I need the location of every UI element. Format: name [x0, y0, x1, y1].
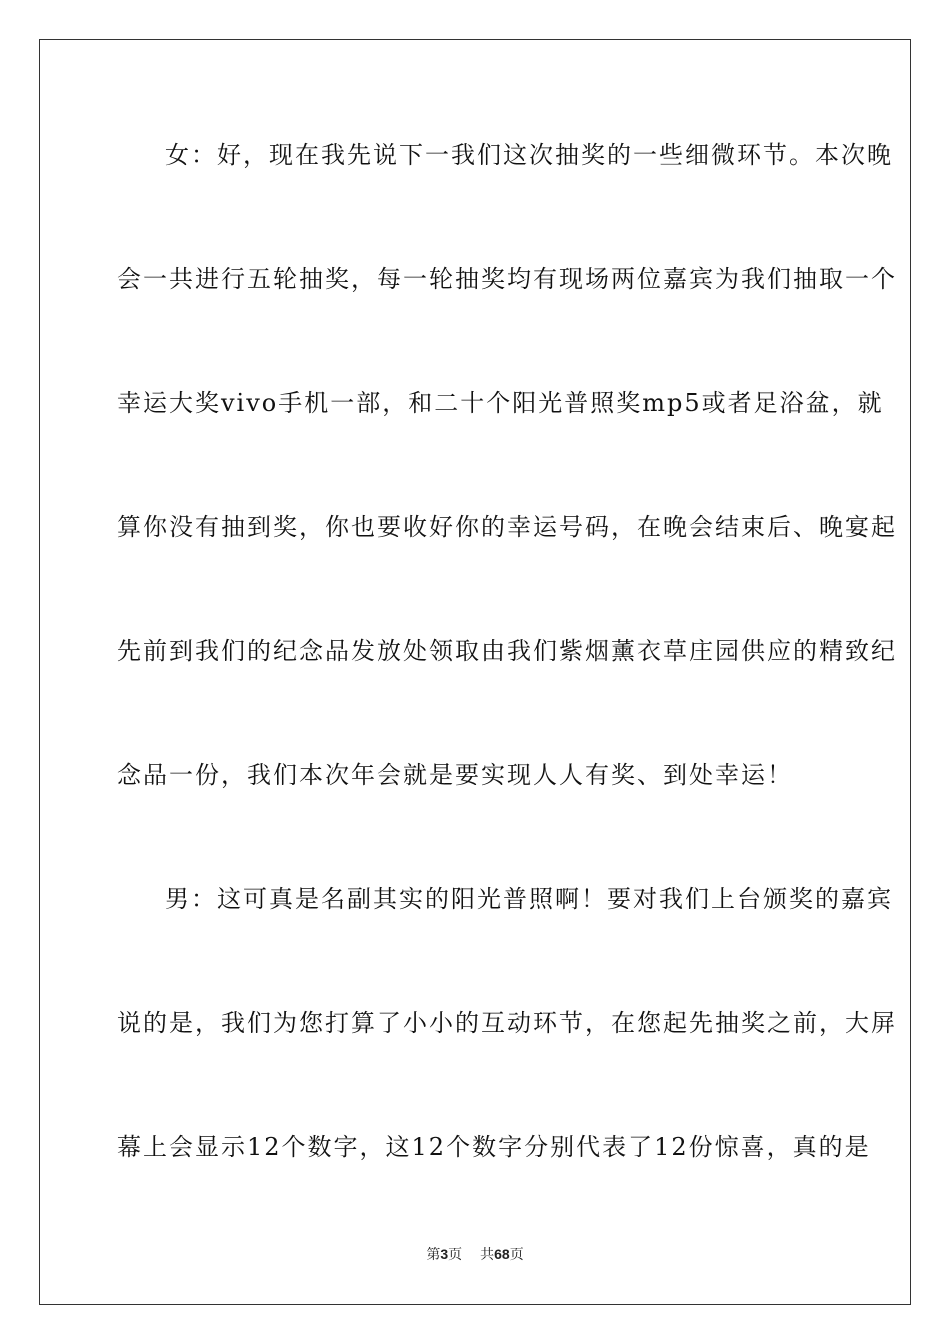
- page-prefix: 第: [426, 1247, 441, 1263]
- paragraph-1-line-3: 幸运大奖vivo手机一部，和二十个阳光普照奖mp5或者足浴盆，就: [117, 389, 884, 417]
- page-footer: [0, 1244, 950, 1264]
- total-prefix: 共: [480, 1247, 495, 1263]
- paragraph-2-line-1: 男：这可真是名副其实的阳光普照啊！要对我们上台颁奖的嘉宾: [165, 885, 893, 913]
- total-suffix: 页: [509, 1247, 524, 1263]
- page-suffix: 页: [448, 1247, 463, 1263]
- paragraph-1-line-4: 算你没有抽到奖，你也要收好你的幸运号码，在晚会结束后、晚宴起: [117, 513, 897, 541]
- document-body: [117, 124, 897, 1178]
- paragraph-1-line-1: 女：好，现在我先说下一我们这次抽奖的一些细微环节。本次晚: [165, 141, 893, 169]
- page-number: 3: [440, 1246, 449, 1262]
- paragraph-1-line-2: 会一共进行五轮抽奖，每一轮抽奖均有现场两位嘉宾为我们抽取一个: [117, 265, 897, 293]
- paragraph-1-line-5: 先前到我们的纪念品发放处领取由我们紫烟薰衣草庄园供应的精致纪: [117, 637, 897, 665]
- paragraph-2-line-3: 幕上会显示12个数字，这12个数字分别代表了12份惊喜，真的是: [117, 1133, 871, 1161]
- paragraph-1-line-6: 念品一份，我们本次年会就是要实现人人有奖、到处幸运！: [117, 761, 793, 789]
- paragraph-2-line-2: 说的是，我们为您打算了小小的互动环节，在您起先抽奖之前，大屏: [117, 1009, 897, 1037]
- total-pages: 68: [494, 1246, 510, 1262]
